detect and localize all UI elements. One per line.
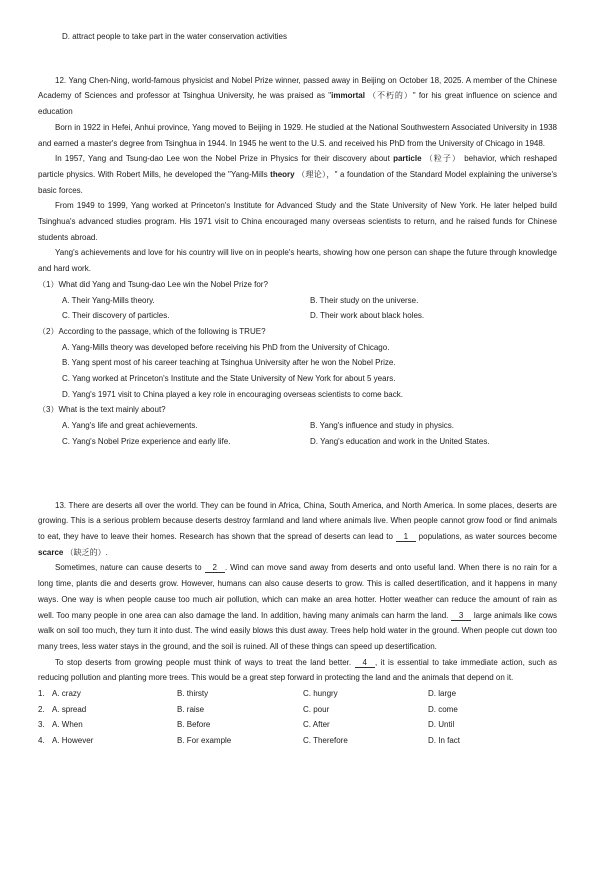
- option-row-number: 4.: [38, 736, 45, 746]
- option-a: A. Yang's life and great achievements.: [62, 421, 198, 431]
- cloze-blank-2: 2: [205, 563, 225, 573]
- paragraph-text: Born in 1922 in Hefei, Anhui province, Yang moved to Beijing in 1929. He studied at the National Southwestern Associated University in 1938 and earned a master's degree from Tsinghua in 1944. In 1945 he went to the U.S. and received his PhD from the University of Chicago in 1948.: [38, 122, 557, 148]
- option-d: D. Until: [428, 720, 455, 730]
- option-d: D. large: [428, 689, 457, 699]
- option-a: A. Their Yang-Mills theory.: [62, 295, 155, 305]
- paragraph-text: （粒子） behavior, which reshaped particle physics. With Robert Mills, he developed the "Yang-Mills: [38, 154, 558, 179]
- passage-paragraph: [38, 73, 557, 120]
- key-word: immortal: [331, 91, 365, 101]
- option-c: C. Their discovery of particles.: [62, 311, 170, 321]
- question-12: [38, 73, 557, 450]
- option-d: D. Yang's education and work in the United States.: [310, 436, 490, 446]
- option-row-number: 1.: [38, 689, 45, 699]
- paragraph-text: . Wind can move sand away from deserts and onto useful land. When there is no rain for a long time, plants die and deserts grow. However, humans can also cause deserts to grow. This is called desertification, and it happens in many ways. One way is when people cause too much air pollution, which can make an area hotter. Hotter weather can reduce the amount of rain as well. Too many people in one area can also damage the land. In addition, having many animals can harm the land.: [38, 563, 557, 620]
- option-c: C. Therefore: [303, 736, 348, 746]
- question-stem: （3）What is the text mainly about?: [38, 405, 166, 415]
- passage-paragraph: [38, 151, 557, 198]
- key-word: particle: [393, 154, 422, 164]
- passage-paragraph: [38, 120, 557, 151]
- passage-paragraph: [38, 198, 557, 245]
- sub-question-2: [38, 324, 557, 403]
- option-d: D. come: [428, 704, 458, 714]
- option-b: B. For example: [177, 736, 232, 746]
- option-row-number: 2.: [38, 704, 45, 714]
- cloze-options-table: [38, 686, 557, 749]
- paragraph-text: To stop deserts from growing people must think of ways to treat the land better.: [55, 657, 355, 667]
- question-stem: （2）According to the passage, which of the following is TRUE?: [38, 326, 266, 336]
- paragraph-text: 12. Yang Chen-Ning, world-famous physicist and Nobel Prize winner, passed away in Beijing on October 18, 2025. A member of the Chinese Academy of Sciences and professor at Tsinghua University, he was praised as ": [38, 75, 557, 101]
- option-c: C. After: [303, 720, 330, 730]
- option-c: C. Yang worked at Princeton's Institute and the State University of New York for about 5 years.: [62, 374, 396, 384]
- cloze-blank-1: 1: [396, 532, 416, 542]
- paragraph-text: , it is essential to take immediate action, such as reducing pollution and planting more trees. This would be a great step forward in protecting the land and the animals that depend on it.: [38, 657, 557, 683]
- option-b: B. Before: [177, 720, 211, 730]
- question-stem: （1）What did Yang and Tsung-dao Lee win the Nobel Prize for?: [38, 279, 268, 289]
- option-c: C. pour: [303, 704, 330, 714]
- paragraph-text: （理论），" a foundation of the Standard Model explaining the universe's basic forces.: [38, 169, 557, 195]
- option-b: B. raise: [177, 704, 205, 714]
- paragraph-text: Yang's achievements and love for his country will live on in people's hearts, showing how one person can shape the future through knowledge and hard work.: [38, 248, 557, 274]
- option-c: C. hungry: [303, 689, 338, 699]
- answer-options: [38, 340, 557, 403]
- option-b: B. Yang's influence and study in physics.: [310, 421, 454, 431]
- option-a: A. When: [52, 720, 83, 730]
- sub-question-3: [38, 402, 557, 449]
- paragraph-text: 13. There are deserts all over the world. They can be found in Africa, China, South America, and North America. In some places, deserts are growing. This is a serious problem because deserts destroy farmland and land where animals live. When people cannot grow food or find animals to eat, they have to leave their homes. Research has shown that the spread of deserts can lead to: [38, 500, 557, 541]
- paragraph-text: In 1957, Yang and Tsung-dao Lee won the Nobel Prize in Physics for their discovery about: [55, 154, 394, 164]
- sub-question-1: [38, 277, 557, 324]
- option-d: D. Yang's 1971 visit to China played a key role in encouraging overseas scientists to come back.: [62, 389, 403, 399]
- option-b: B. Yang spent most of his career teaching at Tsinghua University after he won the Nobel Prize.: [62, 358, 396, 368]
- option-a: A. crazy: [52, 689, 81, 699]
- cloze-blank-4: 4: [355, 658, 375, 668]
- key-word: scarce: [38, 547, 64, 557]
- paragraph-text: Sometimes, nature can cause deserts to: [55, 563, 205, 573]
- previous-question-option-d: D. attract people to take part in the water conservation activities: [62, 32, 288, 41]
- paragraph-text: （缺乏的）.: [63, 547, 108, 557]
- option-row-number: 3.: [38, 720, 45, 730]
- passage-paragraph: [38, 655, 557, 686]
- paragraph-text: large animals like cows walk on soil too much, they turn it into dust. The wind easily blows this dust away. Trees help hold water in the ground. When people cut down too many trees, less water stays in the ground, and the soil is ruined. All of these things can speed up desertification.: [38, 610, 557, 651]
- passage-paragraph: [38, 560, 557, 654]
- paragraph-text: From 1949 to 1999, Yang worked at Princeton's Institute for Advanced Study and the State University of New York. He later helped build Tsinghua's advanced studies program. His 1971 visit to China encouraged many overseas scientists to return, and he raised funds for Chinese students abroad.: [38, 201, 557, 242]
- answer-options: [38, 418, 557, 449]
- paragraph-text: populations, as water sources become: [416, 531, 557, 541]
- passage-paragraph: [38, 245, 557, 276]
- option-a: A. However: [52, 736, 94, 746]
- option-b: B. thirsty: [177, 689, 209, 699]
- cloze-blank-3: 3: [451, 611, 471, 621]
- option-c: C. Yang's Nobel Prize experience and early life.: [62, 436, 231, 446]
- option-a: A. spread: [52, 704, 87, 714]
- passage-paragraph: [38, 498, 557, 561]
- option-d: D. In fact: [428, 736, 461, 746]
- option-b: B. Their study on the universe.: [310, 295, 419, 305]
- option-a: A. Yang-Mills theory was developed before receiving his PhD from the University of Chicago.: [62, 342, 390, 352]
- option-d: D. Their work about black holes.: [310, 311, 425, 321]
- answer-options: [38, 293, 557, 324]
- paragraph-text: （不朽的）" for his great influence on science and education: [38, 91, 558, 117]
- question-13: [38, 498, 557, 749]
- key-word: theory: [270, 169, 295, 179]
